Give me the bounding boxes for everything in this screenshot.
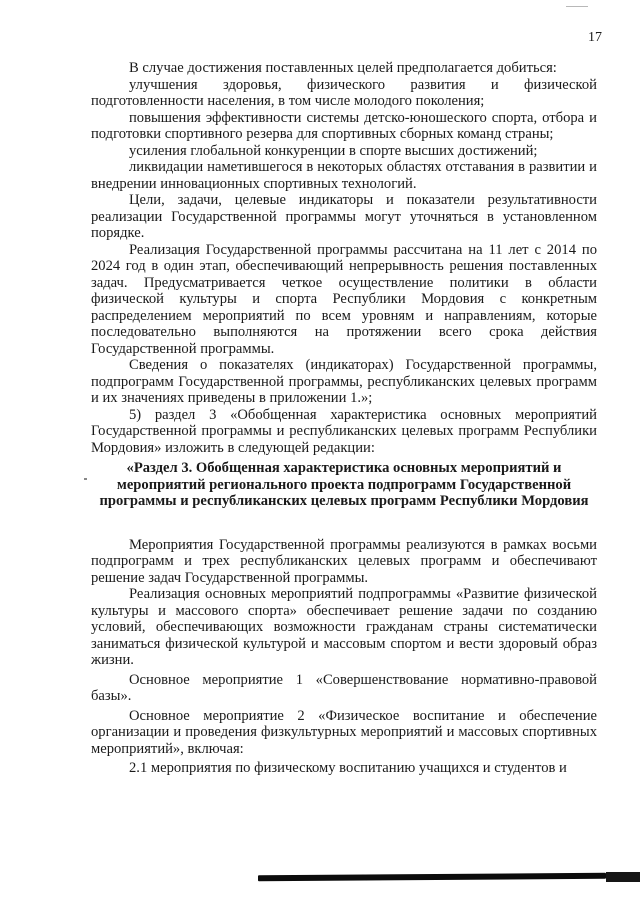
section-spacer (91, 510, 597, 537)
paragraph-section-amendment: 5) раздел 3 «Обобщенная характеристика основных мероприятий Государственной программы и республиканских целевых программ Республики Мордовия» изложить в следующей редакции: (91, 406, 597, 456)
paragraph-innovation: ликвидации наметившегося в некоторых областях отставания в развитии и внедрении инновационных спортивных технологий. (91, 159, 597, 192)
paragraph-targets: Цели, задачи, целевые индикаторы и показатели результативности реализации Государственной программы могут уточняться в установленном порядке. (91, 192, 597, 241)
paragraph-intro: В случае достижения поставленных целей предполагается добиться: (129, 60, 557, 76)
paragraph-main-activity-2: Основное мероприятие 2 «Физическое воспитание и обеспечение организации и проведения физкультурных мероприятий и массовых спортивных мероприятий», включая: (91, 707, 597, 757)
section-heading: «Раздел 3. Обобщенная характеристика основных мероприятий и мероприятий регионального проекта подпрограмм Государственной программы и республиканских целевых программ Республики Мордовия (99, 460, 589, 509)
scan-artifact-line (566, 6, 588, 7)
paragraph-implementation: Реализация Государственной программы рассчитана на 11 лет с 2014 по 2024 год в один этап, обеспечивающий непрерывность решения поставленных задач. Предусматривается четкое осуществление политики в области физической культуры и спорта Республики Мордовия с конкретным распределением мероприятий по всем уровням и направлениям, которые последовательно выполняются на протяжении всего срока действия Государственной программы. (91, 241, 597, 357)
scan-edge-shadow (606, 872, 640, 882)
paragraph-health: улучшения здоровья, физического развития и физической подготовленности населения, в том числе молодого поколения; (91, 76, 597, 109)
paragraph-indicators: Сведения о показателях (индикаторах) Государственной программы, подпрограмм Государственной программы, республиканских целевых программ и их значениях приведены в приложении 1.»; (91, 357, 597, 406)
scan-edge-bar (258, 873, 606, 881)
paragraph-competition: усиления глобальной конкуренции в спорте высших достижений; (129, 142, 538, 159)
paragraph-activities: Мероприятия Государственной программы реализуются в рамках восьми подпрограмм и трех республиканских целевых программ и обеспечивают решение задач Государственной программы. (91, 536, 597, 586)
page-number: 17 (588, 30, 602, 45)
scan-artifact-mark (84, 478, 87, 480)
paragraph-subitem-2-1: 2.1 мероприятия по физическому воспитанию учащихся и студентов и (129, 760, 567, 776)
document-body (91, 60, 597, 777)
paragraph-youth-sport: повышения эффективности системы детско-юношеского спорта, отбора и подготовки спортивного резерва для спортивных сборных команд страны; (91, 109, 597, 142)
paragraph-mass-sport: Реализация основных мероприятий подпрограммы «Развитие физической культуры и массового спорта» обеспечивает решение задачи по созданию условий, обеспечивающих возможности гражданам страны систематически заниматься физической культурой и массовым спортом и вести здоровый образ жизни. (91, 586, 597, 668)
paragraph-main-activity-1: Основное мероприятие 1 «Совершенствование нормативно-правовой базы». (91, 671, 597, 704)
